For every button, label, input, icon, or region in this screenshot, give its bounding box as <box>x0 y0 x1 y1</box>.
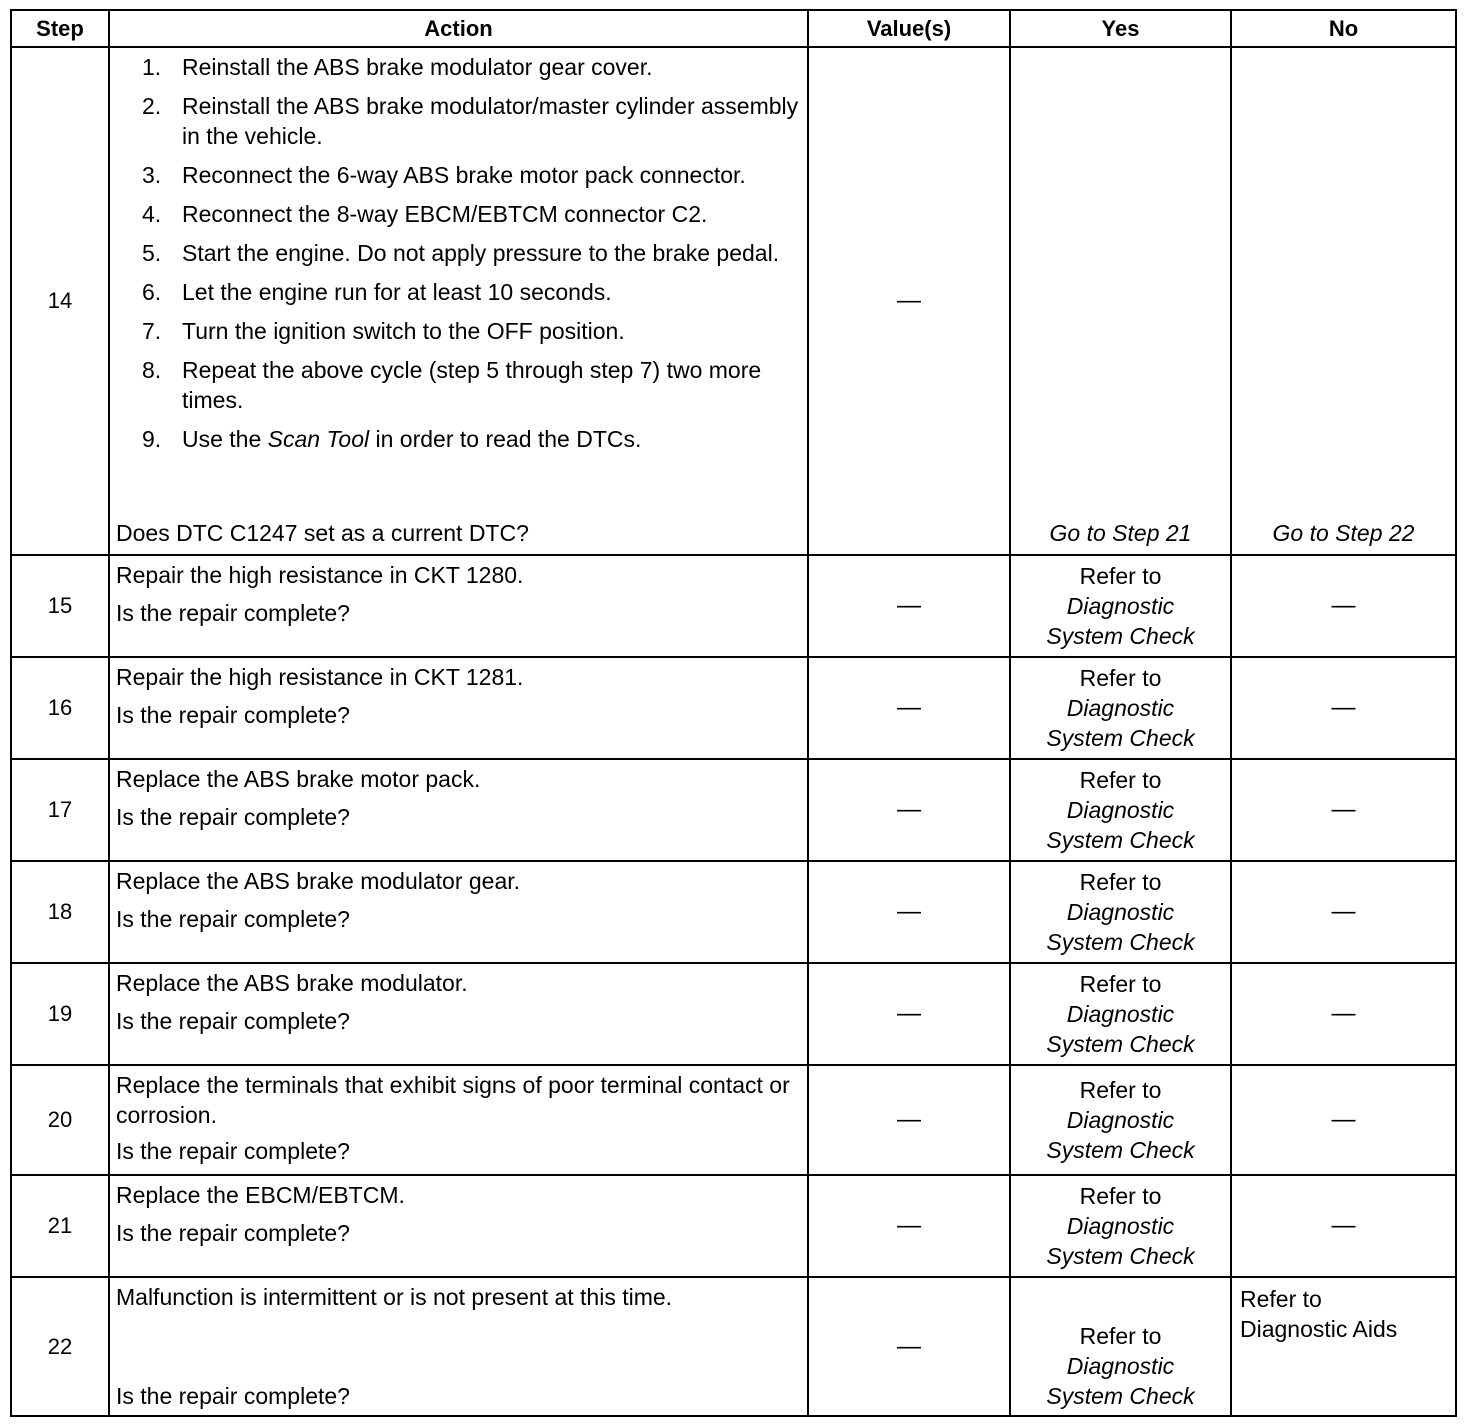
step-number: 21 <box>10 1176 110 1278</box>
step-number: 14 <box>10 48 110 556</box>
step-number: 17 <box>10 760 110 862</box>
header-values: Value(s) <box>809 9 1011 48</box>
step-number: 15 <box>10 556 110 658</box>
goto-step-link: Go to Step 21 <box>1049 520 1192 546</box>
step-number: 16 <box>10 658 110 760</box>
yes-cell: Refer to Diagnostic System Check <box>1011 1066 1232 1176</box>
action-cell <box>110 556 809 658</box>
action-text: Replace the ABS brake motor pack. <box>116 766 481 792</box>
action-question: Is the repair complete? <box>116 804 350 830</box>
header-step: Step <box>10 9 110 48</box>
action-question: Is the repair complete? <box>116 1383 350 1409</box>
action-cell <box>110 964 809 1066</box>
step-number: 18 <box>10 862 110 964</box>
no-cell: — <box>1232 760 1457 862</box>
value-cell: — <box>809 48 1011 556</box>
action-question: Is the repair complete? <box>116 600 350 626</box>
value-cell: — <box>809 658 1011 760</box>
action-question: Is the repair complete? <box>116 1008 350 1034</box>
value-cell: — <box>809 862 1011 964</box>
action-cell <box>110 1176 809 1278</box>
list-item: 4. Reconnect the 8-way EBCM/EBTCM connector C2. <box>142 201 708 227</box>
action-question: Is the repair complete? <box>116 702 350 728</box>
value-cell: — <box>809 964 1011 1066</box>
yes-cell <box>1011 48 1232 556</box>
action-cell <box>110 658 809 760</box>
yes-cell: Refer to Diagnostic System Check <box>1011 862 1232 964</box>
action-cell <box>110 760 809 862</box>
list-item: 8. Repeat the above cycle (step 5 through step 7) two more times. <box>142 357 762 413</box>
header-action: Action <box>110 9 809 48</box>
yes-cell: Refer to Diagnostic System Check <box>1011 556 1232 658</box>
action-cell <box>110 862 809 964</box>
header-no: No <box>1232 9 1457 48</box>
no-cell: — <box>1232 658 1457 760</box>
value-cell: — <box>809 1176 1011 1278</box>
action-text: Repair the high resistance in CKT 1280. <box>116 562 524 588</box>
list-item: 7. Turn the ignition switch to the OFF position. <box>142 318 625 344</box>
list-item: 6. Let the engine run for at least 10 seconds. <box>142 279 612 305</box>
no-text-line: Refer to <box>1240 1286 1322 1312</box>
no-cell: — <box>1232 964 1457 1066</box>
no-cell: — <box>1232 1066 1457 1176</box>
list-item: 1. Reinstall the ABS brake modulator gear cover. <box>142 54 653 80</box>
step-number: 22 <box>10 1278 110 1417</box>
step-number: 20 <box>10 1066 110 1176</box>
yes-cell: Refer to Diagnostic System Check <box>1011 1278 1232 1417</box>
diagnostic-table <box>10 9 1457 1417</box>
step-number: 19 <box>10 964 110 1066</box>
action-text: Replace the terminals that exhibit signs of poor terminal contact or corrosion. <box>116 1072 790 1128</box>
scan-tool-term: Scan Tool <box>267 426 370 452</box>
header-yes: Yes <box>1011 9 1232 48</box>
action-text: Replace the ABS brake modulator. <box>116 970 468 996</box>
list-item: 9. Use the Scan Tool in order to read the DTCs. <box>142 426 642 452</box>
list-item: 3. Reconnect the 6-way ABS brake motor pack connector. <box>142 162 746 188</box>
goto-step-link: Go to Step 22 <box>1272 520 1415 546</box>
value-cell: — <box>809 1066 1011 1176</box>
action-steps-list <box>116 52 801 454</box>
yes-cell: Refer to Diagnostic System Check <box>1011 964 1232 1066</box>
action-text: Malfunction is intermittent or is not present at this time. <box>116 1284 673 1310</box>
list-item: 5. Start the engine. Do not apply pressure to the brake pedal. <box>142 240 780 266</box>
action-cell <box>110 1066 809 1176</box>
value-cell: — <box>809 1278 1011 1417</box>
no-text-line: Diagnostic Aids <box>1240 1316 1398 1342</box>
action-text: Replace the ABS brake modulator gear. <box>116 868 521 894</box>
value-cell: — <box>809 760 1011 862</box>
action-question: Is the repair complete? <box>116 1138 350 1164</box>
action-question: Is the repair complete? <box>116 1220 350 1246</box>
action-text: Replace the EBCM/EBTCM. <box>116 1182 405 1208</box>
action-question: Is the repair complete? <box>116 906 350 932</box>
action-text: Repair the high resistance in CKT 1281. <box>116 664 524 690</box>
no-cell <box>1232 1278 1457 1417</box>
action-cell <box>110 48 809 556</box>
no-cell <box>1232 48 1457 556</box>
value-cell: — <box>809 556 1011 658</box>
action-question: Does DTC C1247 set as a current DTC? <box>116 520 529 546</box>
no-cell: — <box>1232 862 1457 964</box>
no-cell: — <box>1232 556 1457 658</box>
yes-cell: Refer to Diagnostic System Check <box>1011 760 1232 862</box>
yes-cell: Refer to Diagnostic System Check <box>1011 658 1232 760</box>
action-cell <box>110 1278 809 1417</box>
list-item: 2. Reinstall the ABS brake modulator/master cylinder assembly in the vehicle. <box>142 93 799 149</box>
no-cell: — <box>1232 1176 1457 1278</box>
yes-cell: Refer to Diagnostic System Check <box>1011 1176 1232 1278</box>
